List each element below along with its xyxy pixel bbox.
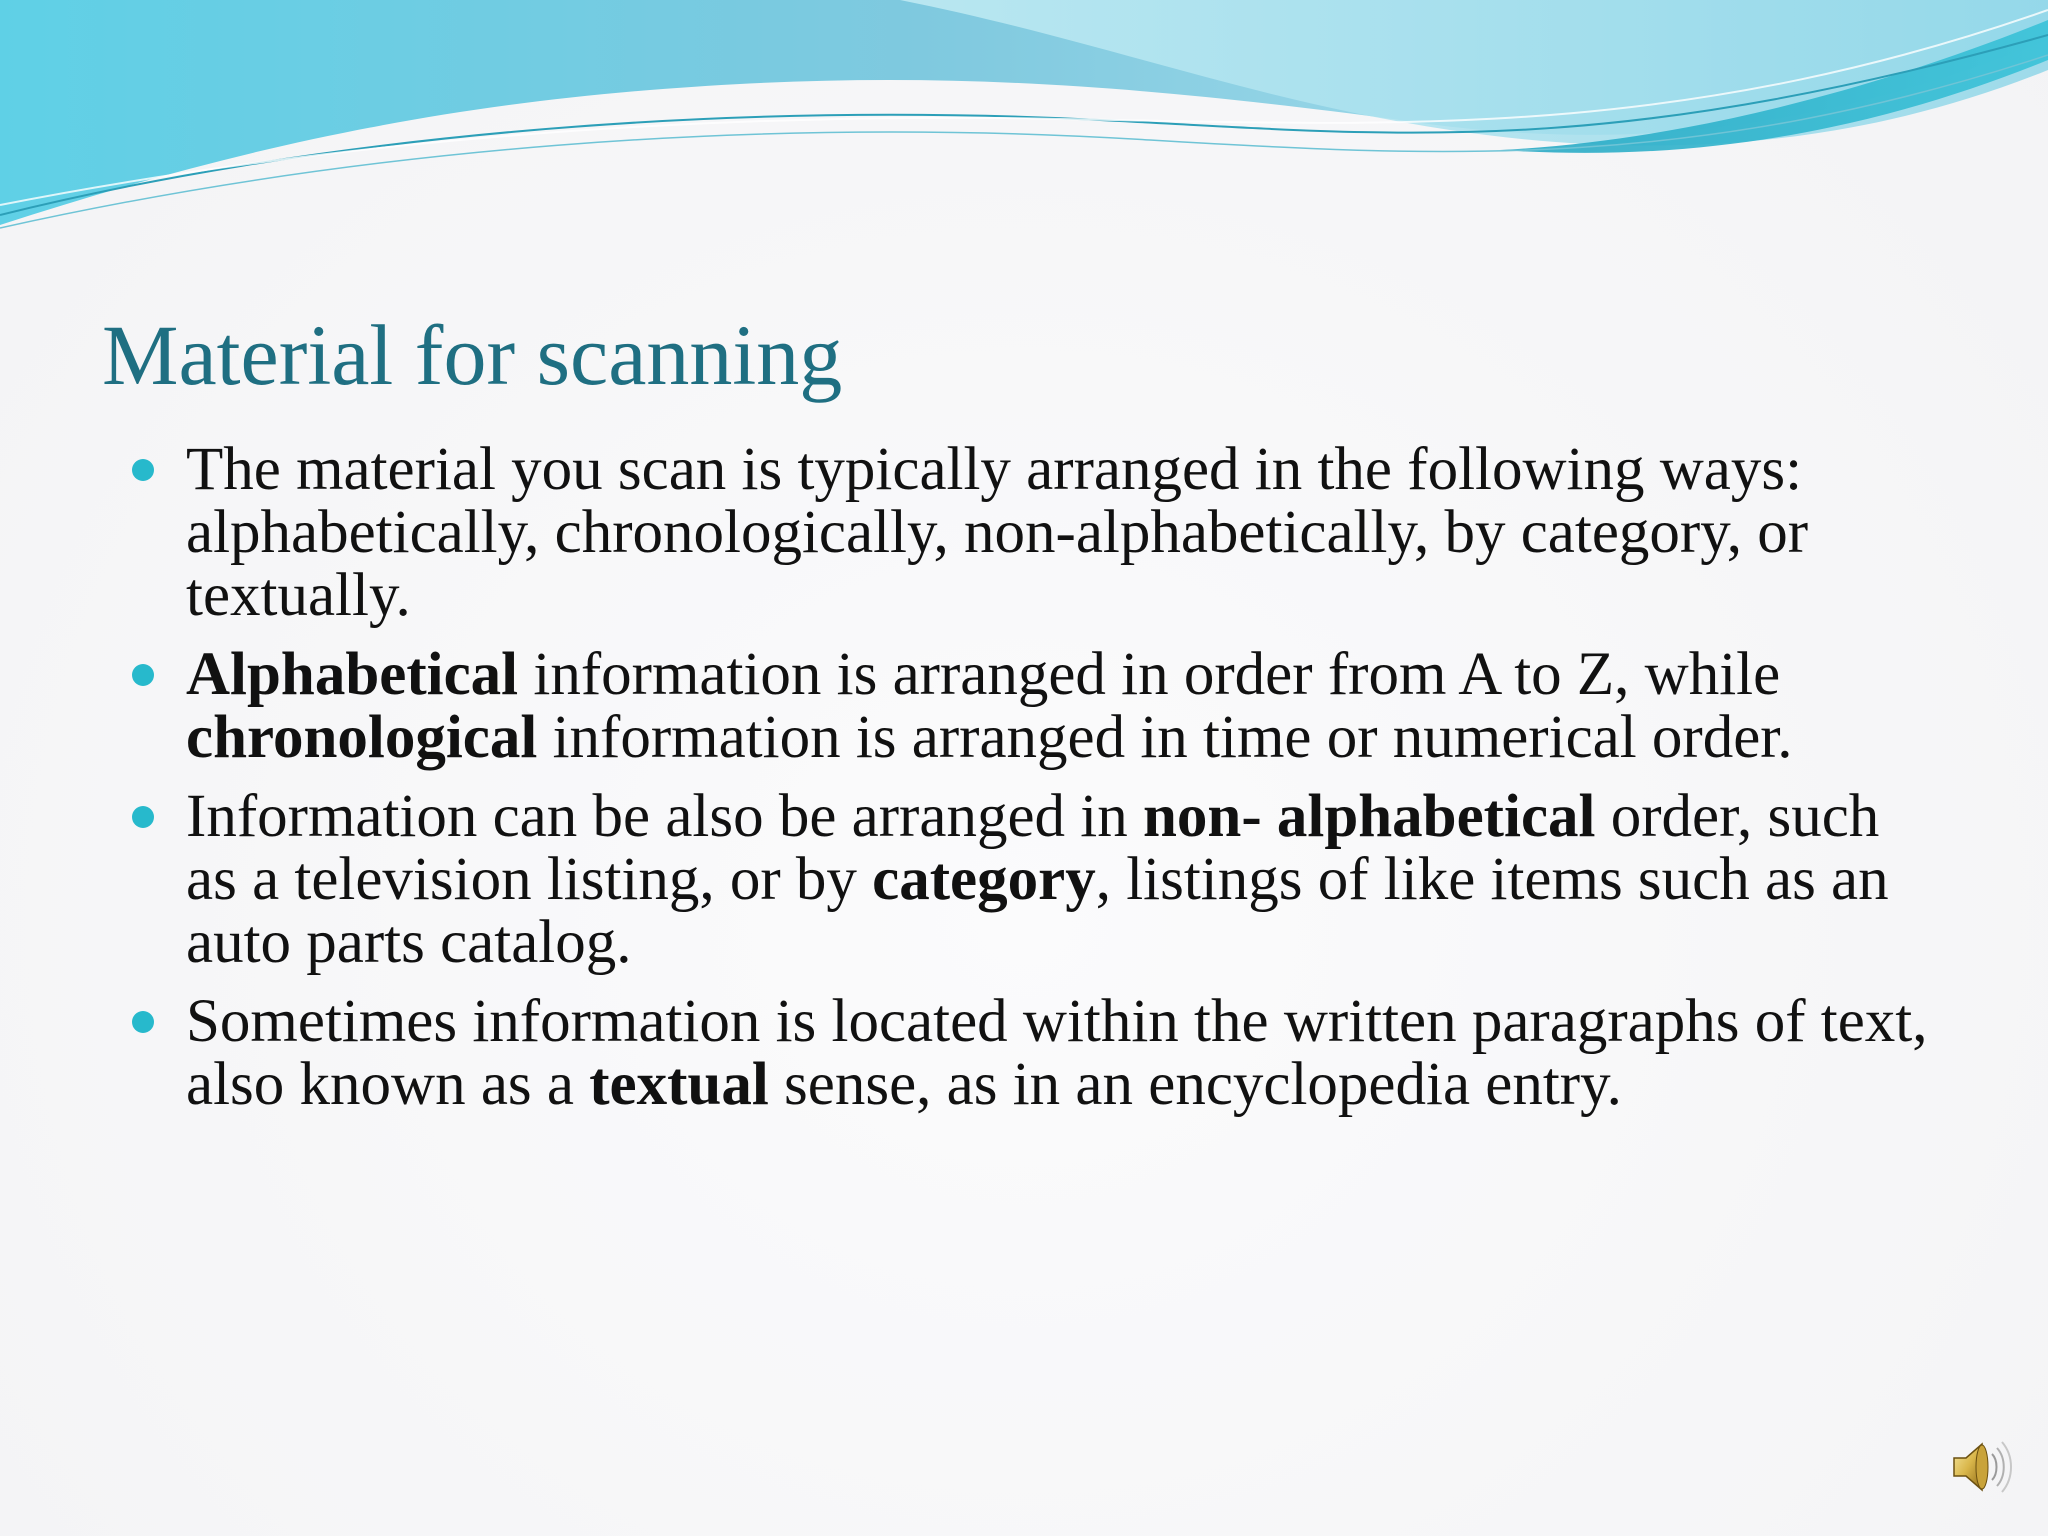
bullet-bold-term: non- alphabetical bbox=[1142, 783, 1596, 850]
bullet-list bbox=[130, 438, 1930, 1132]
bullet-text: Sometimes information is located within the written paragraphs of text, also known as a bbox=[186, 988, 1928, 1118]
bullet-bold-term: chronological bbox=[186, 704, 538, 771]
wave-header-decoration bbox=[0, 0, 2048, 240]
bullet-text: information is arranged in time or numerical order. bbox=[537, 704, 1793, 771]
bullet-text: Information can be also be arranged in bbox=[186, 783, 1143, 850]
bullet-bold-term: textual bbox=[589, 1051, 769, 1118]
round-bullet-icon bbox=[132, 1011, 154, 1033]
bullet-item bbox=[130, 438, 1930, 627]
round-bullet-icon bbox=[132, 459, 154, 481]
bullet-text: order, such as a television listing, or by bbox=[186, 783, 1880, 913]
bullet-item bbox=[130, 643, 1930, 769]
bullet-text: The material you scan is typically arranged in the following ways: alphabetically, chronologically, non-alphabetically, by category, or textually. bbox=[186, 436, 1809, 629]
bullet-bold-term: category bbox=[872, 846, 1096, 913]
round-bullet-icon bbox=[132, 806, 154, 828]
bullet-text: sense, as in an encyclopedia entry. bbox=[768, 1051, 1622, 1118]
bullet-item bbox=[130, 990, 1930, 1116]
speaker-icon[interactable] bbox=[1944, 1432, 2014, 1502]
bullet-text: , listings of like items such as an auto parts catalog. bbox=[186, 846, 1889, 976]
bullet-item bbox=[130, 785, 1930, 974]
bullet-bold-term: Alphabetical bbox=[186, 641, 519, 708]
round-bullet-icon bbox=[132, 664, 154, 686]
bullet-text: information is arranged in order from A to Z, while bbox=[518, 641, 1781, 708]
slide-title: Material for scanning bbox=[102, 307, 843, 403]
